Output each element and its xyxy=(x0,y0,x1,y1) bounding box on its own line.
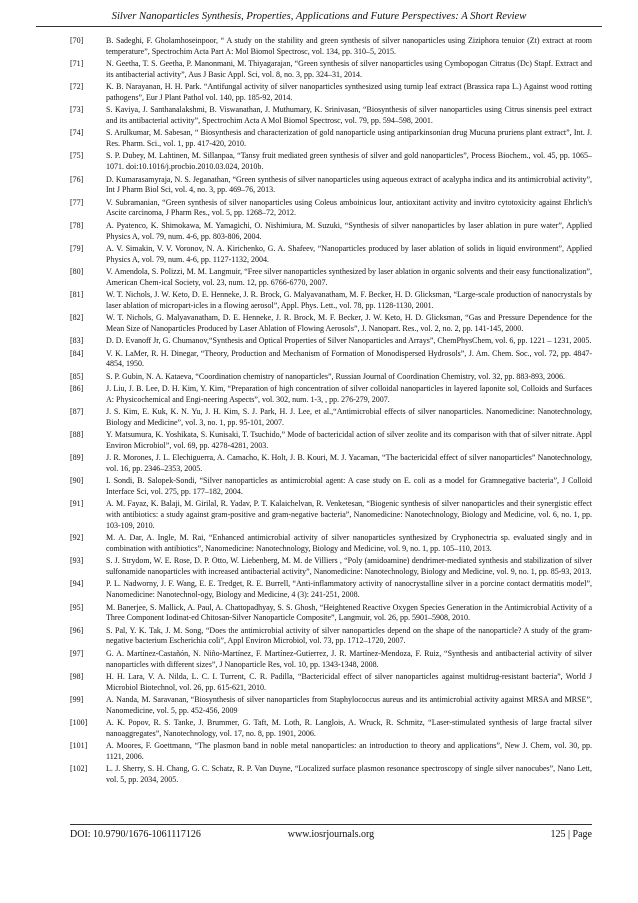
reference-text: S. P. Dubey, M. Lahtinen, M. Sillanpaa, “Tansy fruit mediated green synthesis of silver and gold nanoparticles”, Process Biochem., vol. 45, pp. 1065–1071. doi:10.1016/j.procbio.2010.03.024, 2010b. xyxy=(106,151,592,172)
reference-number: [71] xyxy=(70,59,84,69)
reference-item xyxy=(70,453,592,475)
reference-item xyxy=(70,741,592,763)
reference-number: [74] xyxy=(70,128,84,138)
running-header xyxy=(36,6,602,27)
reference-item xyxy=(70,476,592,498)
reference-number: [77] xyxy=(70,197,84,207)
reference-item xyxy=(70,198,592,220)
reference-number: [94] xyxy=(70,579,84,589)
reference-text: I. Sondi, B. Salopek-Sondi, “Silver nanoparticles as antimicrobial agent: A case study on E. coli as a model for Gramnegative bacteria”, J Colloid Interface Sci, vol. 275, pp. 177–182, 2004. xyxy=(106,476,592,497)
reference-text: D. Kumarasamyraja, N. S. Jeganathan, “Green synthesis of silver nanoparticles using aqueous extract of acalypha indica and its antimicrobial activity”, Int J Pharm Biol Sci, vol. 4, no. 3, pp. 469–76, 2013. xyxy=(106,174,592,195)
reference-number: [78] xyxy=(70,220,84,230)
footer-page-number: 125 | Page xyxy=(550,829,592,840)
reference-text: W. T. Nichols, G. Malyavanatham, D. E. Henneke, J. R. Brock, M. F. Becker, J. W. Keto, H. D. Glicksman, “Gas and Pressure Dependence for the Mean Size of Nanoparticles Produced by Laser Ablation of Flowing Aerosols”, J. Nanopart. Res., vol. 2, no. 2, pp. 141-145, 2000. xyxy=(106,313,592,333)
reference-number: [101] xyxy=(70,741,88,751)
reference-item xyxy=(70,313,592,335)
reference-item xyxy=(70,430,592,452)
reference-item xyxy=(70,579,592,601)
reference-text: M. Banerjee, S. Mallick, A. Paul, A. Chattopadhyay, S. S. Ghosh, “Heightened Reactive Oxygen Species Generation in the Antimicrobial Activity of a Three Component Iodinat-ed Chitosan-Silver Nanoparticle Composite”, Langmuir, vol. 26, pp. 5901–5908, 2010. xyxy=(106,602,592,623)
reference-text: D. D. Evanoff Jr, G. Chumanov,“Synthesis and Optical Properties of Silver Nanoparticles and Arrays”, ChemPhysChem, vol. 6, pp. 1221 – 1231, 2005. xyxy=(106,336,592,346)
reference-number: [80] xyxy=(70,266,84,276)
reference-item xyxy=(70,718,592,740)
reference-text: A. Moores, F. Goettmann, “The plasmon band in noble metal nanoparticles: an introduction to theory and applications”, New J. Chem, vol. 30, pp. 1121, 2006. xyxy=(106,741,592,761)
reference-number: [102] xyxy=(70,764,88,774)
reference-text: J. S. Kim, E. Kuk, K. N. Yu, J. H. Kim, S. J. Park, H. J. Lee, et al.,“Antimicrobial effects of silver nanoparticles. Nanomedicine: Nanotechnology, Biology and Medicine”, vol. 3, no. 1, pp. 95-101, 2007. xyxy=(106,407,592,427)
reference-number: [70] xyxy=(70,36,84,45)
reference-item xyxy=(70,603,592,625)
reference-text: N. Geetha, T. S. Geetha, P. Manonmani, M. Thiyagarajan, “Green synthesis of silver nanoparticles using Cymbopogan Citratus (Dc) Stapf. Extract and its antibacterial activity”, Aus J Basic Appl. Sci, vol. 8, no. 3, pp. 324–31, 2014. xyxy=(106,59,592,79)
reference-text: A. V. Simakin, V. V. Voronov, N. A. Kirichenko, G. A. Shafeev, “Nanoparticles produced by laser ablation of solids in liquid environment”, Applied Physics A, vol. 79, num. 4-6, pp. 1127-1132, 2004. xyxy=(106,243,592,264)
reference-text: V. Amendola, S. Polizzi, M. M. Langmuir, “Free silver nanoparticles synthesized by laser ablation in organic solvents and their easy functionalization”, American Chem-ical Society, vol. 23, num. 12, pp. 6766-6770, 2007. xyxy=(106,266,592,287)
reference-item xyxy=(70,649,592,671)
reference-number: [98] xyxy=(70,671,84,681)
reference-number: [90] xyxy=(70,476,84,486)
reference-text: L. J. Sherry, S. H. Chang, G. C. Schatz, R. P. Van Duyne, “Localized surface plasmon resonance spectroscopy of single silver nanocubes”, Nano Lett, vol. 5, pp. 2034, 2005. xyxy=(106,764,592,784)
reference-number: [92] xyxy=(70,533,84,543)
reference-text: M. A. Dar, A. Ingle, M. Rai, “Enhanced antimicrobial activity of silver nanoparticles synthesized by Cryphonectria sp. evaluated singly and in combination with antibiotics”, Nanomedicine: Nanotechnology, Biology and Medicine, vol. 9, no. 1, pp. 105–110, 2013. xyxy=(106,533,592,554)
reference-text: S. J. Strydom, W. E. Rose, D. P. Otto, W. Liebenberg, M. M. de Villiers , “Poly (amidoamine) dendrimer-mediated synthesis and stabilization of silver sulfonamide nanoparticles with increased antibacterial activity”, Nanomedicine: Nanotechnology, Biology and Medicine, vol. 9, no. 1, pp. 85-93, 2013. xyxy=(106,556,592,577)
reference-number: [79] xyxy=(70,243,84,253)
reference-number: [93] xyxy=(70,556,84,566)
reference-item xyxy=(70,244,592,266)
reference-item xyxy=(70,372,592,383)
reference-item xyxy=(70,59,592,81)
reference-number: [86] xyxy=(70,383,84,393)
reference-text: B. Sadeghi, F. Gholamhoseinpoor, “ A study on the stability and green synthesis of silver nanoparticles using Ziziphora tenuior (Zt) extract at room temperature”, Spectrochim Acta Part A: Mol Biomol Spectrosc, vol. 134, pp. 310–5, 2015. xyxy=(106,36,592,56)
reference-text: H. H. Lara, V. A. Nilda, L. C. I. Turrent, C. R. Padilla, “Bactericidal effect of silver nanoparticles against multidrug-resistant bacteria”, World J Microbiol Biotechnol, vol. 26, pp. 615-621, 2010. xyxy=(106,671,592,692)
header-title: Silver Nanoparticles Synthesis, Properties, Applications and Future Perspectives: A Short Review xyxy=(111,11,527,22)
reference-text: J. Liu, J. B. Lee, D. H. Kim, Y. Kim, “Preparation of high concentration of silver colloidal nanoparticles in layered laponite sol, Colloids and Surfaces A: Physicochemical and Engi-neering Aspects”, vol. 302, num. 1-3, , pp. 276-279, 2007. xyxy=(106,383,592,404)
reference-text: V. K. LaMer, R. H. Dinegar, “Theory, Production and Mechanism of Formation of Monodispersed Hydrosols”, J. Am. Chem. Soc., vol. 72, pp. 4847-4854, 1950. xyxy=(106,348,592,369)
reference-text: W. T. Nichols, J. W. Keto, D. E. Henneke, J. R. Brock, G. Malyavanatham, M. F. Becker, H. D. Glicksman, “Large-scale production of nanocrystals by laser ablation of micropart-icles in a flowing aerosol”, Appl. Phys. Lett., vol. 78, pp. 1128-1130, 2001. xyxy=(106,290,592,310)
reference-number: [83] xyxy=(70,336,84,346)
reference-item xyxy=(70,267,592,289)
reference-item xyxy=(70,626,592,648)
reference-text: Y. Matsumura, K. Yoshikata, S. Kunisaki, T. Tsuchido,” Mode of bactericidal action of silver zeolite and its comparison with that of silver nitrate. Appl Environ Microbiol”, vol. 69, pp. 4278-4281, 2003. xyxy=(106,430,592,450)
reference-item xyxy=(70,221,592,243)
reference-text: A. Pyatenco, K. Shimokawa, M. Yamagichi, O. Nishimiura, M. Suzuki, “Synthesis of silver nanoparticles by laser ablation in pure water”, Applied Physics A, vol. 79, num. 4-6, pp. 803-806, 2004. xyxy=(106,220,592,241)
reference-item xyxy=(70,290,592,312)
reference-item xyxy=(70,672,592,694)
reference-number: [99] xyxy=(70,694,84,704)
reference-number: [84] xyxy=(70,348,84,358)
footer-doi: DOI: 10.9790/1676-1061117126 xyxy=(70,829,201,840)
reference-number: [73] xyxy=(70,105,84,115)
reference-item xyxy=(70,349,592,371)
reference-number: [97] xyxy=(70,648,84,658)
reference-text: S. Pal, Y. K. Tak, J. M. Song, “Does the antimicrobial activity of silver nanoparticles depend on the shape of the nanoparticle? A study of the gram-negative bacterium Escherichia coli”, Appl Environ Microbiol, vol. 73, pp. 1712–1720, 2007. xyxy=(106,625,592,646)
reference-item xyxy=(70,36,592,58)
reference-text: G. A. Martínez-Castañón, N. Niño-Martínez, F. Martínez-Gutierrez, J. R. Martínez-Mendoza, F. Ruiz, “Synthesis and antibacterial activity of silver nanoparticles with different sizes”, J Nanoparticle Res, vol. 10, pp. 1343-1348, 2008. xyxy=(106,648,592,669)
reference-number: [72] xyxy=(70,82,84,92)
reference-number: [89] xyxy=(70,453,84,463)
reference-item xyxy=(70,764,592,786)
reference-text: P. L. Nadworny, J. F. Wang, E. E. Tredget, R. E. Burrell, “Anti-inflammatory activity of nanocrystalline silver in a porcine contact dermatitis model”, Nanomedicine: Nanotechnol-ogy, Biology and Medicine, 4 (3): 241-251, 2008. xyxy=(106,579,592,600)
reference-text: K. B. Narayanan, H. H. Park. “Antifungal activity of silver nanoparticles synthesized using turnip leaf extract (Brassica rapa L.) Against wood rotting pathogens”, Eur J Plant Pathol vol. 140, pp. 185-92, 2014. xyxy=(106,82,592,102)
reference-number: [85] xyxy=(70,371,84,381)
reference-number: [95] xyxy=(70,602,84,612)
reference-text: A. M. Fayaz, K. Balaji, M. Girilal, R. Yadav, P. T. Kalaichelvan, R. Venketesan, “Biogenic synthesis of silver nanoparticles and their synergistic effect with antibiotics: a study against gram-positive and gram-negative bacteria”, Nanomedicine: Nanotechnology, Biology and Medicine, vol. 6, no. 1, pp. 103-109, 2010. xyxy=(106,499,592,530)
reference-text: S. P. Gubin, N. A. Kataeva, “Coordination chemistry of nanoparticles”, Russian Journal of Coordination Chemistry, vol. 32, pp. 883-893, 2006. xyxy=(106,371,565,381)
reference-text: S. Kaviya, J. Santhanalakshmi, B. Viswanathan, J. Muthumary, K. Srinivasan, “Biosynthesis of silver nanoparticles using Citrus sinensis peel extract and its antibacterial activity”, Spectrochim Acta A Mol Biomol Spectrosc, vol. 79, pp. 594–598, 2001. xyxy=(106,105,592,126)
reference-number: [75] xyxy=(70,151,84,161)
reference-number: [76] xyxy=(70,174,84,184)
reference-text: J. R. Morones, J. L. Elechiguerra, A. Camacho, K. Holt, J. B. Kouri, M. J. Yacaman, “The bactericidal effect of silver nanoparticles” Nanotechnology, vol. 16, pp. 2346–2353, 2005. xyxy=(106,453,592,473)
reference-item xyxy=(70,695,592,717)
reference-item xyxy=(70,175,592,197)
reference-item xyxy=(70,82,592,104)
reference-text: S. Arulkumar, M. Sabesan, “ Biosynthesis and characterization of gold nanoparticle using antiparkinsonian drug Mucuna pruriens plant extract”, Int. J. Res. Pharm. Sci., vol. 1, pp. 417-420, 2010. xyxy=(106,128,592,149)
reference-text: A. Nanda, M. Saravanan, “Biosynthesis of silver nanoparticles from Staphylococcus aureus and its antimicrobial activity against MRSA and MRSE”, Nanomedicine, vol. 5, pp. 452-456, 2009 xyxy=(106,694,592,715)
reference-item xyxy=(70,336,592,347)
reference-item xyxy=(70,128,592,150)
reference-number: [81] xyxy=(70,290,84,300)
reference-item xyxy=(70,384,592,406)
reference-item xyxy=(70,556,592,578)
reference-text: V. Subramanian, “Green synthesis of silver nanoparticles using Coleus amboinicus lour, antioxitant activity and invitro cytotoxicity against Ehrlich's Ascite carcinoma, J Pharm Res., vol. 5, pp. 1268–72, 2012. xyxy=(106,197,592,218)
reference-number: [88] xyxy=(70,430,84,440)
reference-item xyxy=(70,105,592,127)
page-footer xyxy=(70,824,592,845)
reference-number: [100] xyxy=(70,718,88,728)
reference-text: A. K. Popov, R. S. Tanke, J. Brummer, G. Taft, M. Loth, R. Langlois, A. Wruck, R. Schmitz, “Laser-stimulated synthesis of large fractal silver nanoaggregates”, Nanotechnology, vol. 17, no. 8, pp. 1901, 2006. xyxy=(106,718,592,738)
reference-number: [82] xyxy=(70,313,84,323)
reference-item xyxy=(70,151,592,173)
footer-website: www.iosrjournals.org xyxy=(287,829,375,840)
reference-number: [91] xyxy=(70,499,84,509)
reference-list xyxy=(70,36,592,787)
reference-number: [87] xyxy=(70,407,84,416)
reference-item xyxy=(70,499,592,531)
reference-number: [96] xyxy=(70,625,84,635)
reference-item xyxy=(70,407,592,429)
reference-item xyxy=(70,533,592,555)
